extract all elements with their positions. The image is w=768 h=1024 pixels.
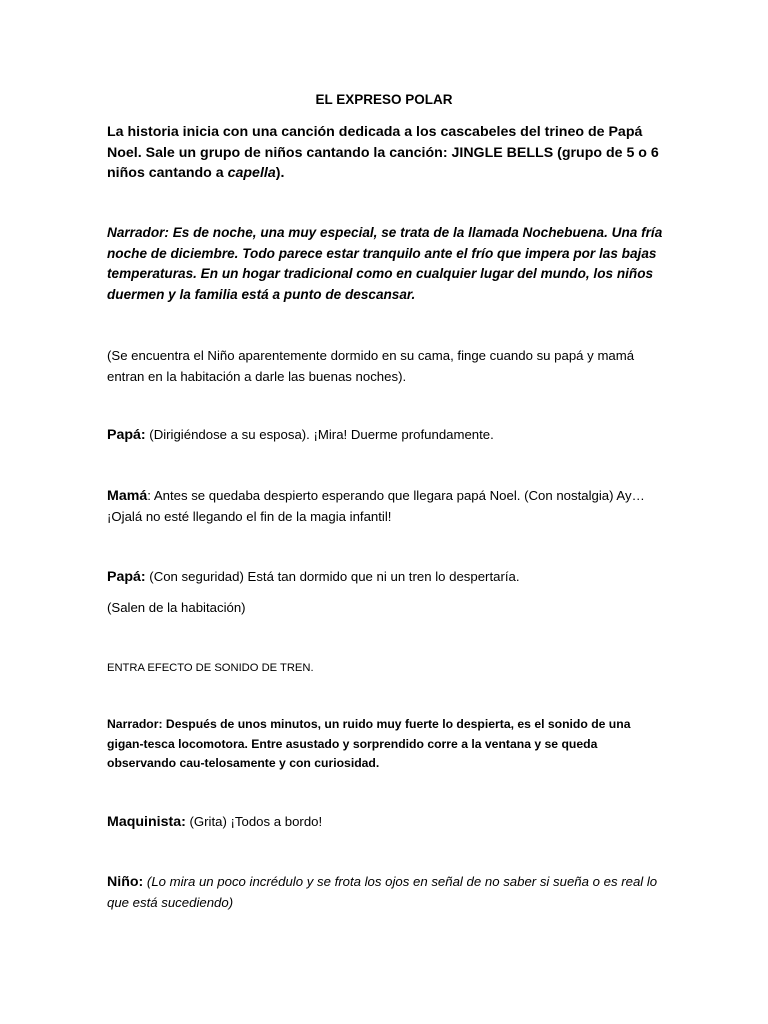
intro-italic-text: capella xyxy=(227,165,276,181)
dialogue-line-4 xyxy=(107,812,663,833)
dialogue-text: (Con seguridad) Está tan dormido que ni un tren lo despertaría. xyxy=(145,569,520,584)
stage-direction-2: (Salen de la habitación) xyxy=(107,600,246,615)
dialogue-text: : Antes se quedaba despierto esperando que llegara papá Noel. (Con nostalgia) Ay… ¡Ojalá no esté llegando el fin de la magia infantil! xyxy=(107,488,645,524)
dialogue-text: (Grita) ¡Todos a bordo! xyxy=(185,814,323,829)
sound-effect-note: ENTRA EFECTO DE SONIDO DE TREN. xyxy=(107,662,314,674)
speaker-name: Maquinista: xyxy=(107,814,186,830)
stage-direction-1: (Se encuentra el Niño aparentemente dormido en su cama, finge cuando su papá y mamá entran en la habitación a darle las buenas noches). xyxy=(107,348,635,384)
dialogue-line-2 xyxy=(107,486,663,527)
speaker-name: Papá: xyxy=(107,427,146,443)
dialogue-line-3 xyxy=(107,567,663,588)
speaker-name: Niño: xyxy=(107,874,144,890)
intro-paragraph xyxy=(107,122,663,184)
dialogue-text: (Lo mira un poco incrédulo y se frota los ojos en señal de no saber si sueña o es real lo que está sucediendo) xyxy=(107,874,658,910)
narrator-paragraph-2: Narrador: Después de unos minutos, un ruido muy fuerte lo despierta, es el sonido de una gigan-tesca locomotora. Entre asustado y sorprendido corre a la ventana y se queda observando cau-telosamente y con curiosidad. xyxy=(107,717,631,770)
dialogue-text: (Dirigiéndose a su esposa). ¡Mira! Duerme profundamente. xyxy=(145,427,494,442)
intro-text: La historia inicia con una canción dedicada a los cascabeles del trineo de Papá Noel. Sale un grupo de niños cantando la canción: JINGLE BELLS (grupo de 5 o 6 niños cantando a xyxy=(107,124,659,181)
narrator-paragraph-1: Narrador: Es de noche, una muy especial, se trata de la llamada Nochebuena. Una fría noche de diciembre. Todo parece estar tranquilo ante el frío que impera por las bajas temperaturas. En un hogar tradicional como en cualquier lugar del mundo, los niños duermen y la familia está a punto de descansar. xyxy=(107,225,663,302)
intro-text-end: ). xyxy=(275,165,285,181)
speaker-name: Mamá xyxy=(107,488,148,504)
dialogue-line-1 xyxy=(107,425,663,446)
document-title: EL EXPRESO POLAR xyxy=(315,92,453,107)
speaker-name: Papá: xyxy=(107,569,146,585)
dialogue-line-5 xyxy=(107,872,663,913)
